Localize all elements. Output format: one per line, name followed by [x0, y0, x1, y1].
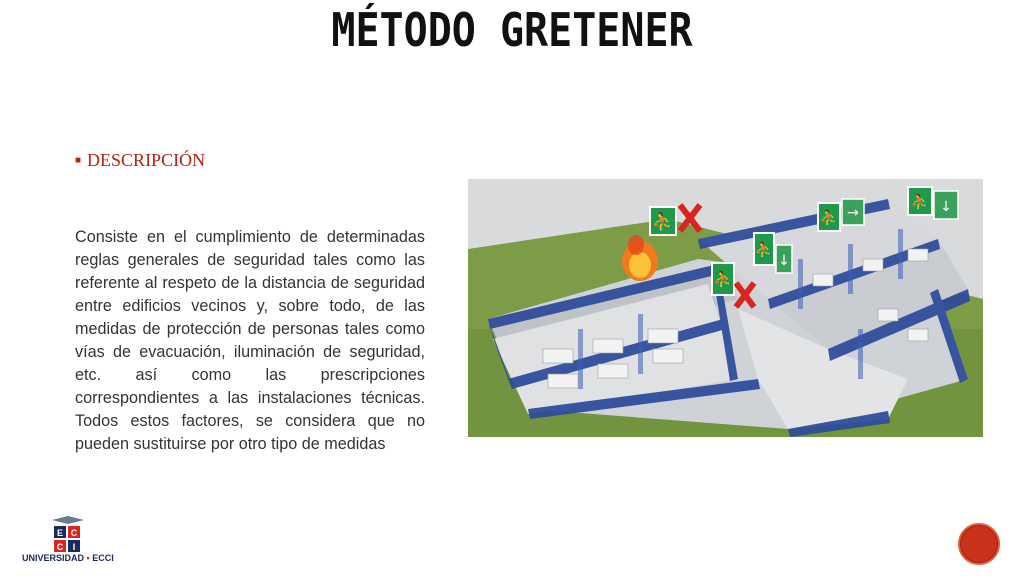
svg-text:⛹: ⛹ [713, 270, 733, 289]
logo-wordmark: UNIVERSIDAD ▪ ECCI [22, 553, 114, 563]
exit-sign-icon [712, 263, 734, 295]
logo-text-ecci: ECCI [92, 553, 114, 563]
floorplan-illustration [468, 179, 983, 437]
svg-text:⛹: ⛹ [819, 209, 839, 227]
svg-text:⛹: ⛹ [910, 193, 930, 211]
bullet-square-icon: ■ [75, 155, 82, 166]
svg-text:⛹: ⛹ [754, 241, 774, 259]
logo-block-i: I [72, 542, 76, 552]
page-number-badge [958, 523, 1000, 565]
slide-title: MÉTODO GRETENER [331, 4, 693, 58]
svg-text:→: → [847, 205, 859, 221]
evacuation-floorplan-image [468, 179, 983, 437]
svg-text:↓: ↓ [778, 253, 790, 269]
description-paragraph: Consiste en el cumplimiento de determinadas reglas generales de seguridad tales como las referente al respeto de la distancia de seguridad entre edificios vecinos y, sobre todo, de las medidas de protección de personas tales como vías de evacuación, iluminación de seguridad, etc. así como las prescripciones correspondientes a las instalaciones técnicas. Todos estos factores, se considera que no pueden sustituirse por otro tipo de medidas [75, 228, 425, 453]
logo-block-e: E [56, 528, 64, 538]
bullet-heading-label: DESCRIPCIÓN [87, 150, 206, 170]
bullet-heading [75, 150, 205, 171]
exit-sign-icon [650, 207, 676, 235]
svg-text:⛹: ⛹ [651, 212, 675, 233]
exit-sign-icon [908, 187, 958, 219]
logo-block-c2: C [56, 542, 64, 552]
svg-text:↓: ↓ [940, 199, 952, 215]
ecci-logo-icon [22, 516, 114, 556]
logo-text-universidad: UNIVERSIDAD [22, 553, 85, 563]
logo-block-c1: C [70, 528, 78, 538]
